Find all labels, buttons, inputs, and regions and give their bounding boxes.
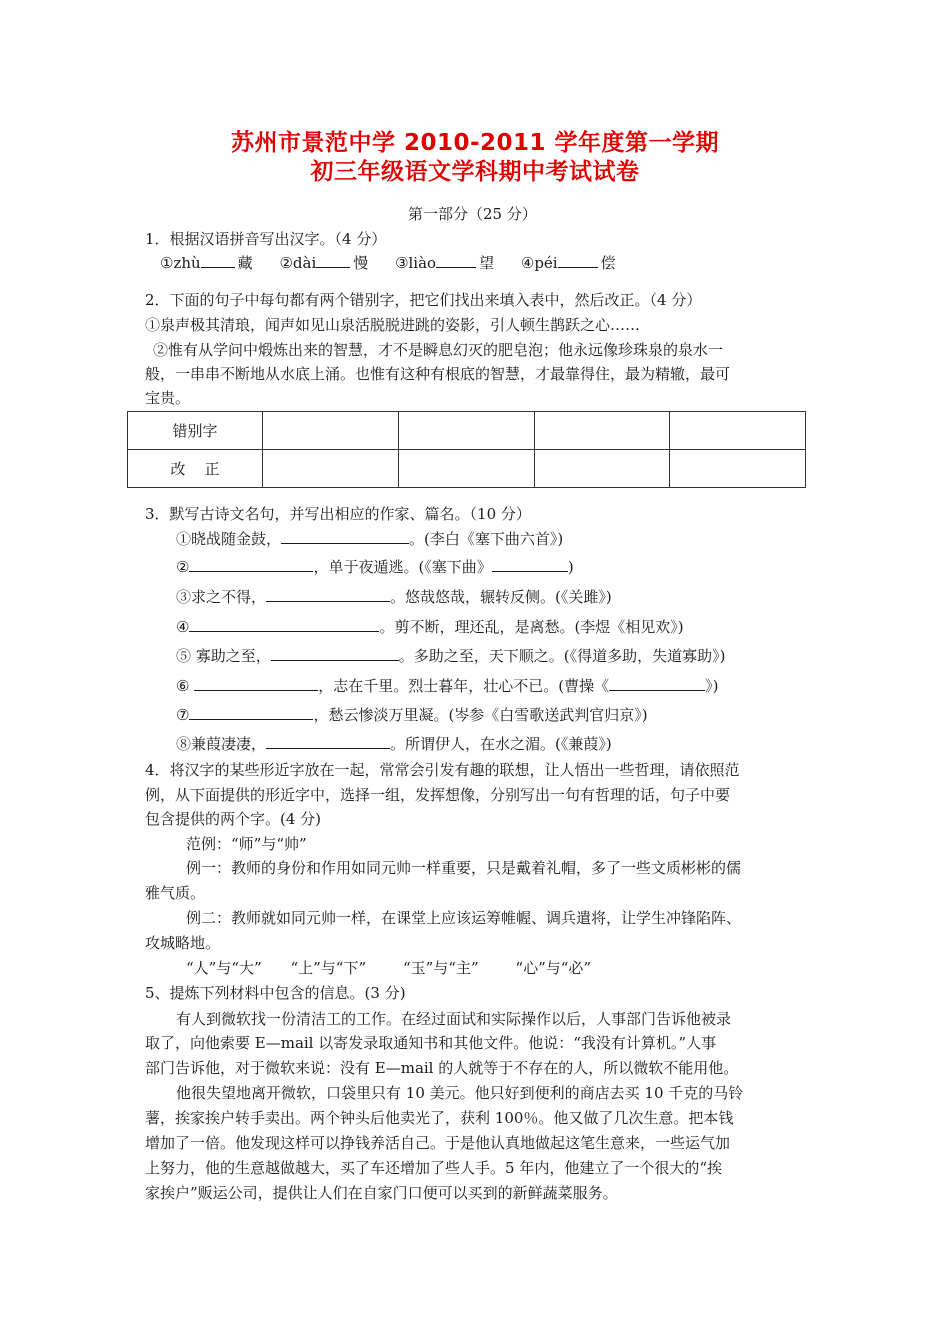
- q3-item-1: [176, 529, 563, 549]
- q3-item-4-post: 。剪不断，理还乱，是离愁。(李煜《相见欢》): [379, 618, 684, 636]
- q1-pinyin-2: ②dài: [279, 254, 317, 272]
- q4-pair-1: “人”与“大”: [186, 959, 262, 977]
- q1-suffix-2: 慢: [353, 254, 369, 272]
- q4-line-3: 包含提供的两个字。(4 分): [145, 810, 322, 828]
- q4-example-1b: 雅气质。: [145, 884, 206, 902]
- q2-sentence-2c: 宝贵。: [145, 389, 191, 407]
- q3-item-8-post: 。所谓伊人，在水之湄。(《兼葭》): [390, 735, 612, 753]
- title-line-1: 苏州市景范中学 2010-2011 学年度第一学期: [230, 130, 720, 156]
- q4-example-heading: 范例：“师”与“帅”: [186, 835, 307, 853]
- q4-pair-4: “心”与“必”: [515, 959, 592, 977]
- q3-blank-5[interactable]: [271, 646, 399, 661]
- q2-sentence-1: ①泉声极其清琅，闻声如见山泉活脱脱进跳的姿影，引人顿生鹊跃之心……: [145, 316, 641, 334]
- q3-blank-6-title[interactable]: [609, 676, 705, 691]
- q1-blank-4[interactable]: [558, 253, 598, 268]
- q2-sentence-2a: ②惟有从学问中煅炼出来的智慧，才不是瞬息幻灭的肥皂泡；他永远像珍珠泉的泉水一: [153, 341, 724, 359]
- q3-item-7-pre: ⑦: [176, 706, 190, 724]
- q3-item-4-pre: ④: [176, 618, 190, 636]
- q2-table-row-correct: [128, 450, 806, 488]
- q2-table-cell[interactable]: [534, 450, 670, 488]
- section-heading: 第一部分（25 分）: [408, 205, 537, 223]
- q4-example-2b: 攻城略地。: [145, 934, 221, 952]
- q3-item-7: [176, 705, 648, 725]
- q2-table-cell[interactable]: [263, 450, 399, 488]
- q5-para-2b: 薯，挨家挨户转手卖出。两个钟头后他卖光了，获利 100％。他又做了几次生意。把本钱: [145, 1109, 734, 1127]
- q1-stem: 1．根据汉语拼音写出汉字。（4 分）: [145, 230, 387, 248]
- q3-blank-2[interactable]: [189, 557, 313, 572]
- q5-para-2d: 上努力，他的生意越做越大，买了车还增加了些人手。5 年内，他建立了一个很大的“挨: [145, 1159, 722, 1177]
- q2-table-label-wrong: 错别字: [128, 412, 263, 450]
- q3-item-3-pre: ③求之不得，: [176, 588, 267, 606]
- q2-table-cell[interactable]: [263, 412, 399, 450]
- q3-item-5: [176, 646, 726, 666]
- q3-item-2: [176, 557, 574, 577]
- q2-stem: 2．下面的句子中每句都有两个错别字，把它们找出来填入表中，然后改正。（4 分）: [145, 291, 702, 309]
- q4-pair-2: “上”与“下”: [290, 959, 367, 977]
- q2-sentence-2b: 般，一串串不断地从水底上涌。也惟有这种有根底的智慧，才最靠得住，最为精辙，最可: [145, 365, 731, 383]
- q3-item-3: [176, 587, 612, 607]
- q3-blank-1[interactable]: [281, 529, 409, 544]
- q3-item-8: [176, 734, 612, 754]
- q1-pinyin-3: ③liào: [395, 254, 437, 272]
- q1-blank-1[interactable]: [201, 253, 235, 268]
- q3-item-5-pre: ⑤ 寡助之至，: [176, 647, 271, 665]
- q5-para-2c: 增加了一倍。他发现这样可以挣钱养活自己。于是他认真地做起这笔生意来，一些运气加: [145, 1134, 731, 1152]
- q5-para-1a: 有人到微软找一份清洁工的工作。在经过面试和实际操作以后，人事部门告诉他被录: [176, 1010, 732, 1028]
- q4-line-1: 4．将汉字的某些形近字放在一起，常常会引发有趣的联想，让人悟出一些哲理，请依照范: [145, 761, 740, 779]
- q1-items: [160, 253, 616, 273]
- q4-line-2: 例，从下面提供的形近字中，选择一组，发挥想像，分别写出一句有哲理的话，句子中要: [145, 786, 731, 804]
- q3-blank-7[interactable]: [189, 705, 313, 720]
- q3-item-5-post: 。多助之至，天下顺之。(《得道多助，失道寡助》): [398, 647, 726, 665]
- q2-table-cell[interactable]: [398, 450, 534, 488]
- q2-table-cell[interactable]: [670, 412, 806, 450]
- q2-table-cell[interactable]: [670, 450, 806, 488]
- q3-blank-2-author[interactable]: [492, 557, 568, 572]
- q3-item-6-tail: 》): [705, 677, 719, 695]
- q3-item-2-post: ，单于夜遁逃。(《塞下曲》: [313, 558, 492, 576]
- q1-suffix-3: 望: [479, 254, 495, 272]
- q3-item-8-pre: ⑧兼葭凄凄，: [176, 735, 267, 753]
- q5-para-2e: 家挨户”贩运公司，提供让人们在自家门口便可以买到的新鲜蔬菜服务。: [145, 1184, 618, 1202]
- q4-char-pairs: [186, 958, 591, 978]
- q1-blank-3[interactable]: [436, 253, 476, 268]
- q4-example-1a: 例一：教师的身份和作用如同元帅一样重要，只是戴着礼帽，多了一些文质彬彬的儒: [186, 859, 742, 877]
- q2-table-label-correct: 改 正: [128, 450, 263, 488]
- q3-item-6-pre: ⑥: [176, 677, 195, 695]
- q3-blank-6[interactable]: [194, 676, 318, 691]
- q3-item-1-post: 。(李白《塞下曲六首》): [409, 530, 564, 548]
- q5-para-1c: 部门告诉他，对于微软来说：没有 E—mail 的人就等于不存在的人，所以微软不能用他。: [145, 1059, 739, 1077]
- q3-item-2-pre: ②: [176, 558, 190, 576]
- q3-stem: 3．默写古诗文名句，并写出相应的作家、篇名。（10 分）: [145, 505, 531, 523]
- q3-item-4: [176, 617, 684, 637]
- q3-item-1-pre: ①晓战随金鼓，: [176, 530, 282, 548]
- q1-blank-2[interactable]: [316, 253, 350, 268]
- q1-suffix-1: 藏: [237, 254, 253, 272]
- q1-pinyin-4: ④péi: [520, 254, 558, 272]
- q2-table-cell[interactable]: [534, 412, 670, 450]
- title-line-2: 初三年级语文学科期中考试试卷: [310, 159, 640, 185]
- q2-table-cell[interactable]: [398, 412, 534, 450]
- q4-example-2a: 例二：教师就如同元帅一样，在课堂上应该运筹帷幄、调兵遣将，让学生冲锋陷阵、: [186, 909, 742, 927]
- q1-pinyin-1: ①zhù: [160, 254, 201, 272]
- q2-answer-table: [127, 411, 806, 488]
- q3-item-7-post: ，愁云惨淡万里凝。(岑参《白雪歌送武判官归京》): [313, 706, 648, 724]
- q3-item-2-tail: ): [567, 558, 574, 576]
- q3-item-6: [176, 676, 718, 696]
- q1-suffix-4: 偿: [600, 254, 616, 272]
- q4-pair-3: “玉”与“主”: [402, 959, 479, 977]
- q2-table-row-wrong: [128, 412, 806, 450]
- q5-para-1b: 取了，向他索要 E—mail 以寄发录取通知书和其他文件。他说：“我没有计算机。”人事: [145, 1034, 717, 1052]
- q3-blank-8[interactable]: [266, 734, 390, 749]
- q5-stem: 5、提炼下列材料中包含的信息。(3 分): [145, 984, 406, 1002]
- q5-para-2a: 他很失望地离开微软，口袋里只有 10 美元。他只好到便利的商店去买 10 千克的马铃: [176, 1084, 744, 1102]
- q3-blank-3[interactable]: [266, 587, 390, 602]
- q3-blank-4[interactable]: [189, 617, 379, 632]
- q3-item-3-post: 。悠哉悠哉，辗转反侧。(《关雎》): [390, 588, 612, 606]
- q3-item-6-post: ，志在千里。烈士暮年，壮心不已。(曹操《: [318, 677, 610, 695]
